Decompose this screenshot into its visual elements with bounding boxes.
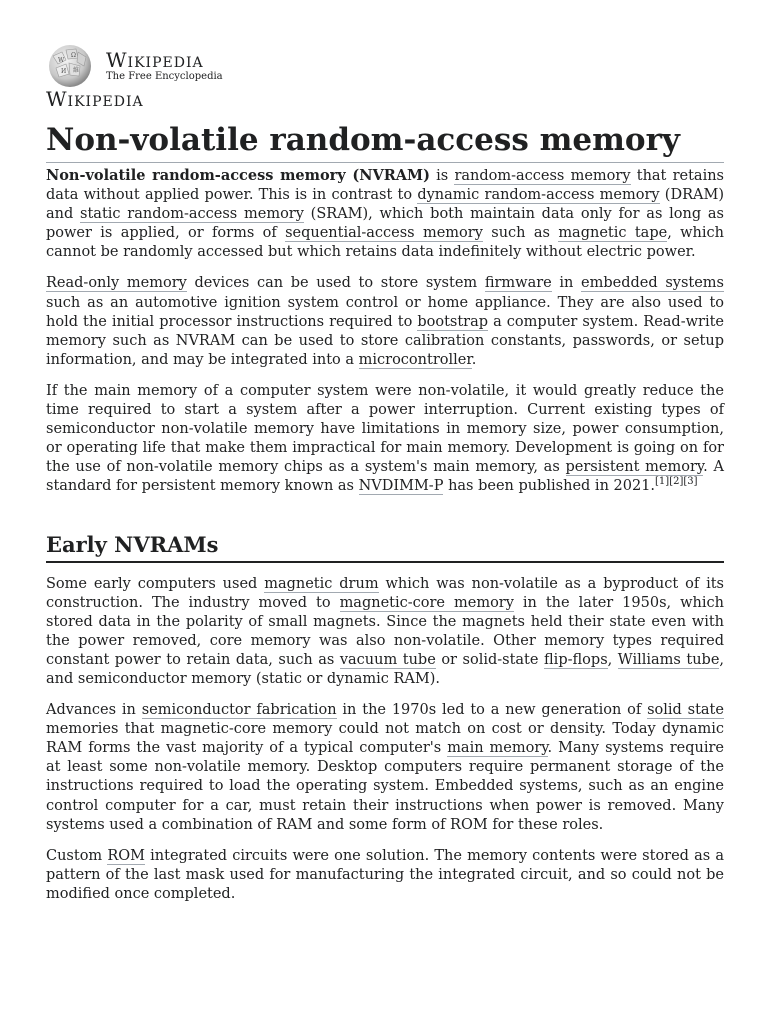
wikipedia-wordmark[interactable]: Wikipedia [106,48,204,72]
link-solid-state[interactable]: solid state [647,702,724,719]
intro-paragraph-2 [46,274,724,369]
link-persistent-memory[interactable]: persistent memory [565,459,704,476]
svg-text:И: И [61,68,67,75]
bold-term: Non-volatile random-access memory (NVRAM) [46,167,430,184]
page-title: Non-volatile random-access memory [46,120,724,163]
text-run: (DRAM) and [46,187,724,223]
link-main-memory[interactable]: main memory [447,740,548,757]
text-run: Custom [46,847,108,864]
intro-paragraph-1 [46,166,724,262]
early-paragraph-2 [46,701,724,835]
link-vacuum-tube[interactable]: vacuum tube [339,651,436,668]
svg-text:維: 維 [73,67,80,74]
text-run: , and semiconductor memory (static or dynamic RAM). [46,651,725,687]
early-paragraph-3 [46,847,724,904]
wikipedia-wordmark-secondary[interactable]: Wikipedia [46,87,144,111]
link-sequential-access-memory[interactable]: sequential-access memory [285,225,483,242]
text-run: such as an automotive ignition system control or home appliance. They are also used to hold the initial processor instructions required to [46,294,724,330]
text-run: integrated circuits were one solution. The memory contents were stored as a pattern of the last mask used for manufacturing the integrated circuit, and so could not be modified once completed. [46,847,724,902]
reference-1[interactable]: [1] [655,476,670,488]
wikipedia-globe-logo-icon[interactable] [44,42,100,88]
text-run: devices can be used to store system [186,275,485,292]
link-firmware[interactable]: firmware [484,275,552,292]
link-random-access-memory[interactable]: random-access memory [454,168,631,184]
early-paragraph-1 [46,575,724,690]
link-flip-flops[interactable]: flip-flops [544,651,608,668]
link-williams-tube[interactable]: Williams tube [617,651,720,668]
link-magnetic-core-memory[interactable]: magnetic-core memory [339,594,514,611]
wikipedia-tagline: The Free Encyclopedia [106,71,223,82]
reference-3[interactable]: [3] [683,476,698,488]
text-run: , which cannot be randomly accessed but which retains data indefinitely without electric power. [46,225,724,261]
link-read-only-memory[interactable]: Read-only memory [46,275,187,292]
article-body [46,166,724,916]
link-dynamic-random-access-memory[interactable]: dynamic random-access memory [417,187,660,204]
text-run: . [471,351,477,368]
text-run: has been published in 2021. [443,478,656,495]
link-bootstrap[interactable]: bootstrap [417,313,489,330]
site-header [44,40,304,110]
link-static-random-access-memory[interactable]: static random-access memory [80,206,304,223]
text-run: in the later 1950s, which stored data in the polarity of small magnets. Since the magnets held their state even with the power removed, core memory was also non-volatile. Other memory types required constant power to retain data, such as [46,594,724,668]
text-run: that retains data without applied power. This is in contrast to [46,168,724,204]
text-run: in [551,275,582,292]
reference-2[interactable]: [2] [669,476,684,488]
link-semiconductor-fabrication[interactable]: semiconductor fabrication [141,702,337,719]
text-run: . Many systems require at least some non-volatile memory. Desktop computers require permanent storage of the instructions required to load the operating system. Embedded systems, such as an engine control computer for a car, must retain their instructions when power is removed. Many systems used a combination of RAM and some form of ROM for these roles. [46,740,724,833]
text-run: , [607,651,618,668]
intro-paragraph-3 [46,382,724,497]
link-nvdimm-p[interactable]: NVDIMM-P [358,478,444,495]
text-run: is [429,168,455,184]
text-run: Advances in [46,702,142,719]
text-run: in the 1970s led to a new generation of [336,702,648,719]
svg-text:Ω: Ω [71,52,76,59]
link-embedded-systems[interactable]: embedded systems [581,275,724,292]
section-heading-early-nvrams: Early NVRAMs [46,531,724,563]
text-run: memories that magnetic-core memory could not match on cost or density. Today dynamic RAM forms the vast majority of a typical computer's [46,721,724,757]
link-rom[interactable]: ROM [107,847,145,864]
text-run: a computer system. Read-write memory such as NVRAM can be used to store calibration constants, passwords, or setup information, and may be integrated into a [46,313,724,368]
text-run: or solid-state [435,651,545,668]
text-run: If the main memory of a computer system were non-volatile, it would greatly reduce the time required to start a system after a power interruption. Current existing types of semiconductor non-volatile memory have limitations in memory size, power consumption, or operating life that make them impractical for main memory. Development is going on for the use of non-volatile memory chips as a system's main memory, as [46,382,724,476]
text-run: . A standard for persistent memory known as [46,459,724,495]
link-magnetic-tape[interactable]: magnetic tape [558,225,668,242]
link-magnetic-drum[interactable]: magnetic drum [264,575,379,592]
link-microcontroller[interactable]: microcontroller [358,351,472,368]
svg-text:W: W [58,57,65,64]
text-run: which was non-volatile as a byproduct of its construction. The industry moved to [46,575,725,611]
text-run: such as [482,225,559,242]
text-run: (SRAM), which both maintain data only for as long as power is applied, or forms of [46,206,724,242]
text-run: Some early computers used [46,575,265,592]
